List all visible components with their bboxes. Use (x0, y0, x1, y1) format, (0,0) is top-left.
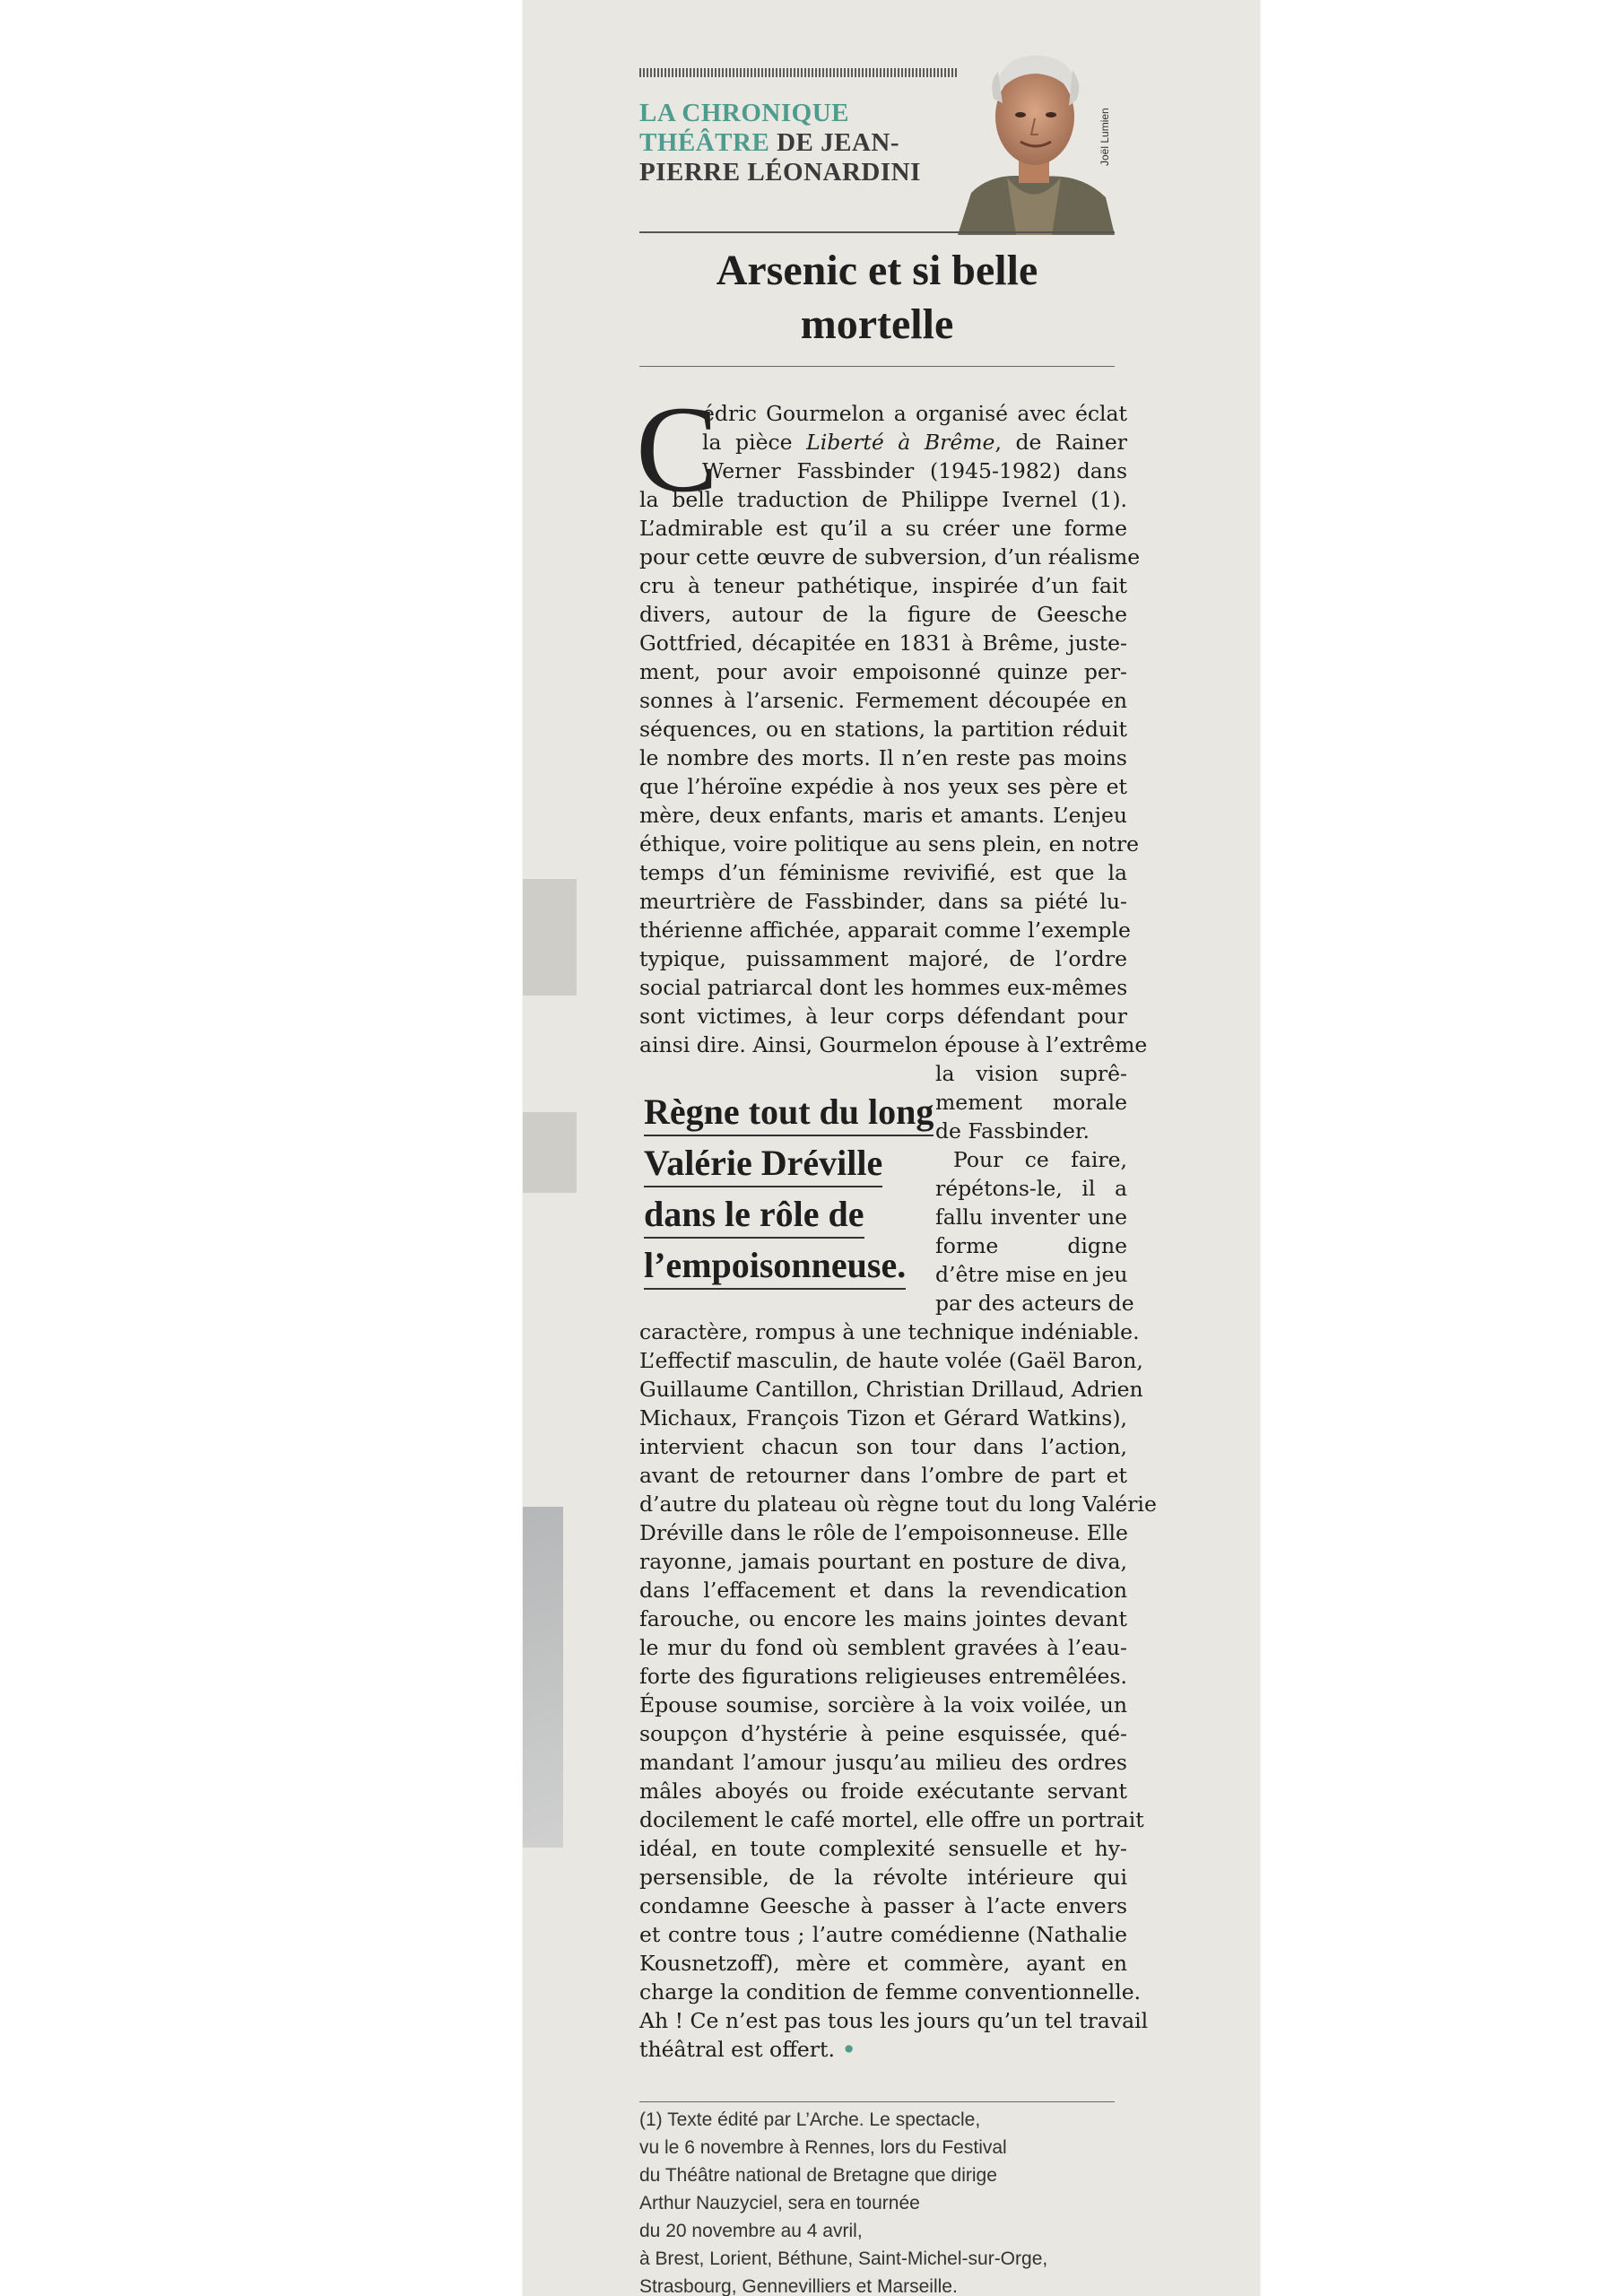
body-line: meurtrière de Fassbinder, dans sa piété lu- (639, 889, 1127, 914)
body-line: condamne Geesche à passer à l’acte envers (639, 1893, 1127, 1918)
pull-quote-line: Valérie Dréville (644, 1141, 882, 1187)
body-line: Gottfried, décapitée en 1831 à Brême, juste- (639, 631, 1127, 656)
body-line: édric Gourmelon a organisé avec éclat (702, 401, 1127, 426)
body-line: cru à teneur pathétique, inspirée d’un fait (639, 573, 1127, 598)
body-line: rayonne, jamais pourtant en posture de diva, (639, 1549, 1127, 1574)
footnote-line: du 20 novembre au 4 avril, (639, 2221, 863, 2241)
body-line: forte des figurations religieuses entremêlées. (639, 1664, 1127, 1689)
body-line: L’effectif masculin, de haute volée (Gaël Baron, (639, 1348, 1143, 1373)
body-line: Werner Fassbinder (1945-1982) dans (702, 458, 1127, 483)
headline-rule (639, 366, 1115, 367)
body-line: Kousnetzoff), mère et commère, ayant en (639, 1951, 1127, 1976)
body-line: Guillaume Cantillon, Christian Drillaud, Adrien (639, 1377, 1143, 1402)
footnote-rule (639, 2101, 1115, 2102)
headline-line: mortelle (800, 300, 954, 348)
body-line: intervient chacun son tour dans l’action, (639, 1434, 1127, 1459)
newspaper-clipping (523, 0, 1260, 2296)
body-line: la vision suprê- (935, 1061, 1127, 1086)
kicker-segment: THÉÂTRE (639, 128, 770, 157)
body-line: caractère, rompus à une technique indéniable. (639, 1319, 1140, 1344)
body-line: ment, pour avoir empoisonné quinze per- (639, 659, 1127, 684)
footnote (639, 2106, 1115, 2296)
body-line: typique, puissamment majoré, de l’ordre (639, 946, 1127, 971)
body-line: avant de retourner dans l’ombre de part et (639, 1463, 1127, 1488)
body-line: forme digne (935, 1233, 1127, 1258)
body-line: et contre tous ; l’autre comédienne (Nathalie (639, 1922, 1127, 1947)
footnote-line: vu le 6 novembre à Rennes, lors du Festival (639, 2137, 1007, 2158)
body-line: mandant l’amour jusqu’au milieu des ordres (639, 1750, 1127, 1775)
pull-quote-line: dans le rôle de (644, 1192, 864, 1239)
kicker-line (639, 158, 962, 187)
body-line: le nombre des morts. Il n’en reste pas moins (639, 745, 1127, 770)
article-headline (639, 244, 1115, 352)
kicker-segment: PIERRE LÉONARDINI (639, 158, 921, 187)
author-portrait (958, 27, 1115, 235)
end-mark-icon: • (834, 2037, 856, 2062)
footnote-line: du Théâtre national de Bretagne que dirige (639, 2165, 997, 2186)
body-line: ainsi dire. Ainsi, Gourmelon épouse à l’extrême (639, 1032, 1148, 1057)
footnote-line: (1) Texte édité par L’Arche. Le spectacle, (639, 2109, 981, 2130)
body-line: Pour ce faire, (953, 1147, 1127, 1172)
body-line: persensible, de la révolte intérieure qui (639, 1865, 1127, 1890)
body-line: docilement le café mortel, elle offre un portrait (639, 1807, 1144, 1832)
pull-quote-line: l’empoisonneuse. (644, 1243, 906, 1290)
chronicle-column (636, 0, 1157, 2296)
gray-band (523, 1112, 577, 1193)
footnote-line: Strasbourg, Gennevilliers et Marseille. (639, 2276, 958, 2296)
body-line: dans l’effacement et dans la revendication (639, 1578, 1127, 1603)
body-line: pour cette œuvre de subversion, d’un réalisme (639, 544, 1141, 570)
body-line: la pièce Liberté à Brême, de Rainer (702, 430, 1127, 455)
dark-wedge (523, 1507, 563, 1848)
body-line: d’autre du plateau où règne tout du long Valérie (639, 1492, 1157, 1517)
body-line: répétons-le, il a (935, 1176, 1127, 1201)
footnote-line: à Brest, Lorient, Béthune, Saint-Michel-sur-Orge, (639, 2248, 1048, 2269)
body-line: mâles aboyés ou froide exécutante servant (639, 1779, 1127, 1804)
kicker-segment: LA CHRONIQUE (639, 99, 850, 127)
pull-quote (644, 1090, 934, 1294)
body-line: sont victimes, à leur corps défendant pour (639, 1004, 1127, 1029)
body-line: temps d’un féminisme revivifié, est que la (639, 860, 1127, 885)
body-line: séquences, ou en stations, la partition réduit (639, 717, 1127, 742)
body-line: mère, deux enfants, maris et amants. L’enjeu (639, 803, 1127, 828)
footnote-line: Arthur Nauzyciel, sera en tournée (639, 2193, 920, 2213)
body-line: social patriarcal dont les hommes eux-mêmes (639, 975, 1128, 1000)
body-line: Dréville dans le rôle de l’empoisonneuse. Elle (639, 1520, 1128, 1545)
gray-band (523, 879, 577, 996)
body-line: Ah ! Ce n’est pas tous les jours qu’un tel travail (639, 2008, 1149, 2033)
body-line: mement morale (935, 1090, 1127, 1115)
body-line: théâtral est offert. • (639, 2037, 856, 2062)
header-rule (639, 231, 1115, 233)
body-line: la belle traduction de Philippe Ivernel (1). (639, 487, 1127, 512)
body-line: farouche, ou encore les mains jointes devant (639, 1606, 1127, 1631)
kicker-segment: DE JEAN- (769, 128, 899, 157)
body-line: par des acteurs de (935, 1291, 1134, 1316)
body-line: divers, autour de la figure de Geesche (639, 602, 1127, 627)
body-line: idéal, en toute complexité sensuelle et hy- (639, 1836, 1127, 1861)
headline-line: Arsenic et si belle (716, 247, 1038, 294)
body-line: fallu inventer une (935, 1205, 1127, 1230)
kicker-line (639, 128, 962, 158)
body-line: sonnes à l’arsenic. Fermement découpée en (639, 688, 1127, 713)
body-line: soupçon d’hystérie à peine esquissée, qué- (639, 1721, 1127, 1746)
body-line: L’admirable est qu’il a su créer une forme (639, 516, 1127, 541)
pull-quote-line: Règne tout du long (644, 1090, 934, 1136)
body-line: de Fassbinder. (935, 1118, 1090, 1144)
body-line: thérienne affichée, apparait comme l’exemple (639, 918, 1131, 943)
body-line: charge la condition de femme conventionnelle. (639, 1979, 1142, 2005)
body-line: que l’héroïne expédie à nos yeux ses père et (639, 774, 1127, 799)
drop-cap: C (636, 380, 719, 517)
body-line: Épouse soumise, sorcière à la voix voilée, un (639, 1692, 1127, 1718)
body-line: éthique, voire politique au sens plein, en notre (639, 831, 1140, 857)
body-line: le mur du fond où semblent gravées à l’eau- (639, 1635, 1127, 1660)
kicker-line (639, 99, 962, 128)
body-line: Michaux, François Tizon et Gérard Watkins), (639, 1405, 1127, 1431)
author-portrait-image (958, 27, 1115, 235)
photo-credit: Joël Lumien (1099, 108, 1111, 166)
column-kicker (639, 99, 962, 187)
body-line: d’être mise en jeu (935, 1262, 1128, 1287)
